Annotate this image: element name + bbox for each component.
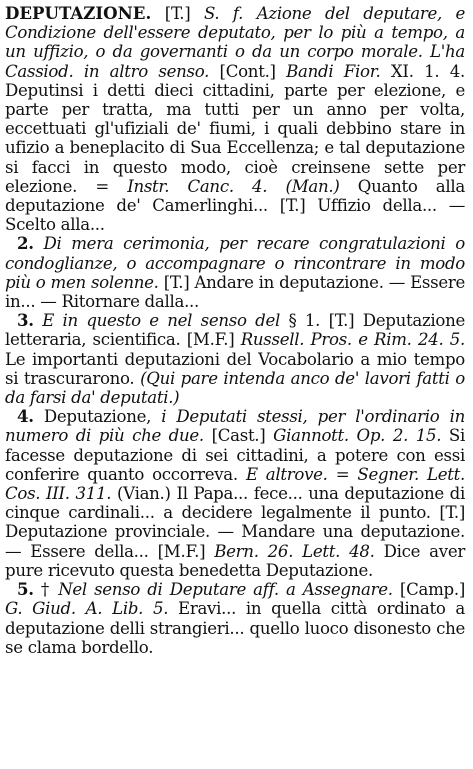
sense-2-tail: Andare in deputazione. — Essere in... — Ritornare dalla... — [5, 272, 465, 312]
sense-5-quote: Eravi... in quella città ordinato a deputazione delli strangieri... quello luoco disonesto che se clama bordello. — [5, 599, 465, 657]
sense-3-definition: E in questo e nel senso del — [42, 311, 280, 331]
entry-sense-2 — [5, 234, 465, 311]
sense-1-definition: Azione del deputare, e Condizione dell'essere deputato, per lo più a tempo, a un uffizio, o da governanti o da un corpo morale. — [5, 4, 465, 62]
sense-4-number: 4. — [17, 406, 34, 427]
sense-4-lead: Deputazione, — [43, 407, 152, 427]
sense-3-text: Deputazione letteraria, scientifica. — [5, 311, 465, 350]
ref-giud: G. Giud. A. Lib. 5. — [5, 599, 169, 619]
sense-3-quote: Le importanti deputazioni del Vocabolario a mio tempo si trascurarono. — [5, 349, 465, 388]
entry-sense-5 — [5, 580, 465, 657]
sense-2-tag: [T.] — [163, 272, 190, 292]
sense-3-tag: [T.] — [328, 311, 355, 331]
tag-cont: [Cont.] — [219, 61, 276, 81]
sense-4-tag-mf: [M.F.] — [157, 541, 206, 561]
source-vian: (Vian.) — [117, 484, 171, 504]
sense-4-definition: i Deputati stessi, per l'ordinario in numero di più che due. — [5, 407, 465, 446]
sense-5-number: 5. — [17, 579, 34, 600]
ref-bern: Bern. 26. Lett. 48. — [214, 541, 375, 561]
ref-bandi-num: XI. 1. 4. — [390, 61, 465, 81]
section-ref: § 1. — [288, 311, 321, 331]
source-man: (Man.) — [285, 176, 340, 196]
entry-sense-3 — [5, 311, 465, 407]
altrove: E altrove. — [245, 464, 328, 484]
sense-4-quote-1: Si facesse deputazione di sei cittadini, a potere con essi conferire quanto occorreva. — [5, 426, 465, 484]
ref-bandi: Bandi Fior. — [286, 61, 381, 81]
equals-sign-2: = — [335, 464, 350, 484]
sense-1-quote-1: Deputinsi i detti dieci cittadini, parte per elezione, e parte per tratta, ma tutti per un anno per volta, eccettuati gl'ufiziali de' fiumi, i quali debbino stare in ufizio a beneplacito di Sua Eccellenza; e tal deputazione si facci in questo modo, cioè creinsene sette per elezione. — [5, 80, 465, 196]
equals-sign: = — [95, 176, 109, 196]
sense-5-definition: Nel senso di Deputare aff. a Assegnare. — [58, 580, 393, 600]
sense-4-text-b: Deputazione provinciale. — Mandare una deputazione. — Essere della... — [5, 522, 465, 561]
tag-cast: [Cast.] — [211, 426, 266, 446]
sense-4-tag-t: [T.] — [439, 503, 465, 523]
tag-t-1: [T.] — [279, 196, 306, 216]
tag-camp: [Camp.] — [399, 580, 465, 600]
dagger-mark: † — [40, 580, 52, 600]
entry-sense-4 — [5, 407, 465, 580]
sense-1-tail: Uffizio della... — Scelto alla... — [5, 196, 465, 235]
sense-2-number: 2. — [17, 233, 34, 254]
entry-sense-1 — [5, 4, 465, 234]
ref-instr: Instr. Canc. 4. — [127, 176, 268, 196]
sense-4-quote-3: Dice aver pure ricevuto questa benedetta Deputazione. — [5, 541, 465, 580]
sense-3-note: (Qui pare intenda anco de' lavori fatti o da farsi da' deputati.) — [5, 368, 465, 408]
sense-2-definition: Di mera cerimonia, per recare congratulazioni o condoglianze, o accompagnare o rincontrare in modo più o men solenne. — [5, 234, 465, 292]
sense-3-number: 3. — [17, 310, 34, 331]
sense-1-quote-2: Quanto alla deputazione de' Camerlinghi... — [5, 176, 465, 216]
header-tag: [T.] — [164, 4, 191, 23]
sense-1-example: L'ha Cassiod. in altro senso. — [5, 42, 465, 81]
part-of-speech: S. f. — [203, 4, 244, 23]
sense-4-quote-2: Il Papa... fece... una deputazione di cinque cardinali... a decidere legalmente il punto. — [5, 484, 466, 523]
ref-giann: Giannott. Op. 2. 15. — [273, 426, 442, 446]
ref-segner: Segner. Lett. Cos. III. 311. — [5, 464, 466, 504]
sense-3-tag-mf: [M.F.] — [186, 330, 235, 350]
ref-russ: Russell. Pros. e Rim. 24. 5. — [240, 330, 465, 350]
entry-headword: DEPUTAZIONE. — [5, 3, 152, 23]
